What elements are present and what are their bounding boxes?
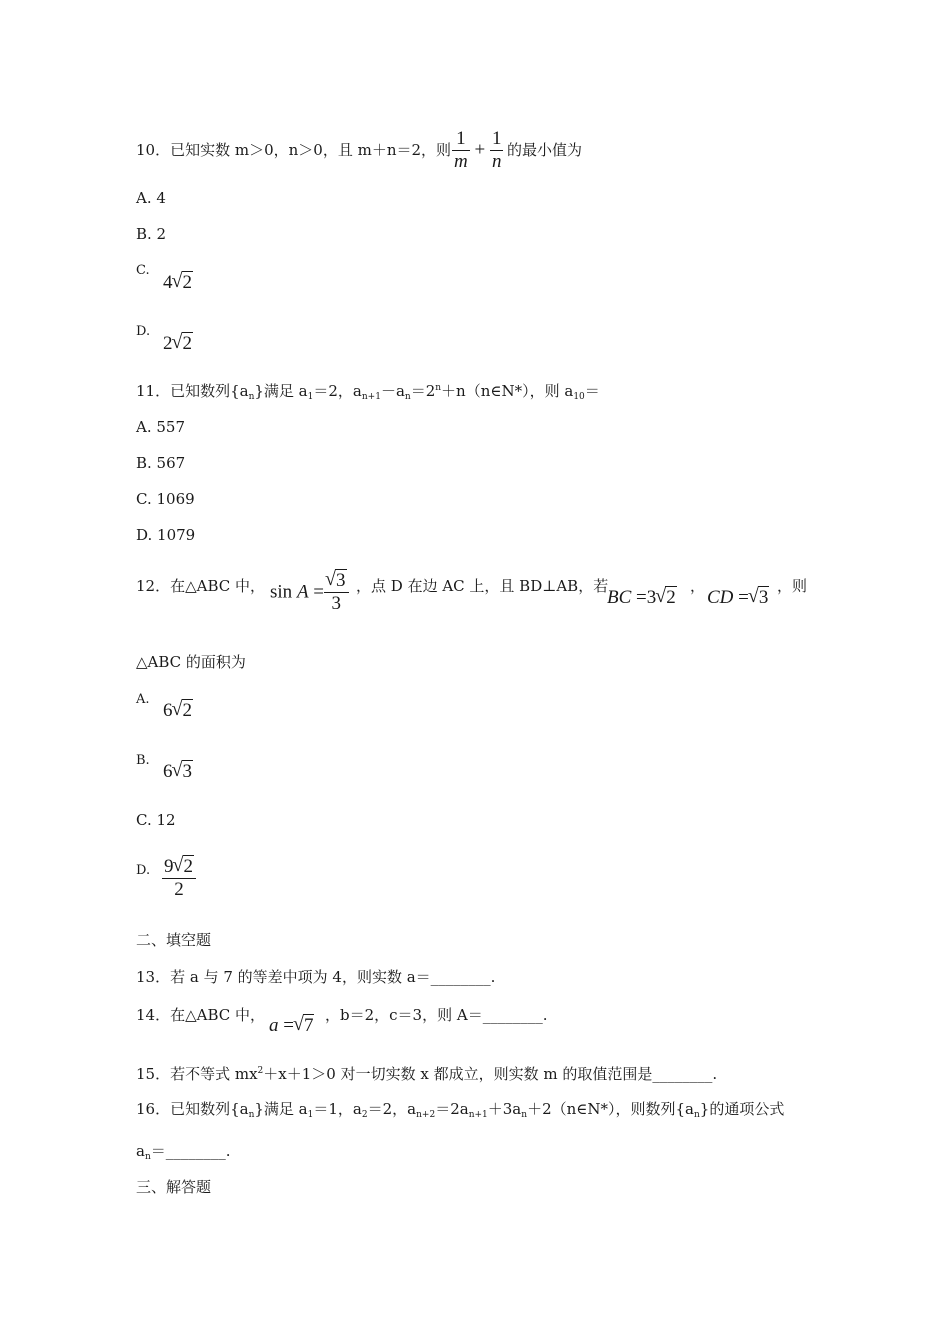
q11-s6: 10 [573,392,585,402]
q12-sin-text: sin [270,581,293,603]
q10-option-d-sqrt [173,333,194,355]
q12-cd-sqrt [749,587,770,609]
q16-t5: ＝2a [435,1100,469,1118]
q10-option-c-rad: 2 [182,272,192,293]
q16-l2-b: ＝________. [150,1142,231,1160]
q10-option-d-label: D. [136,324,151,339]
q11-t4: －a [380,382,405,400]
q12-bc-rad: 2 [666,587,676,608]
section-fill-in-heading: 二、填空题 [136,931,212,949]
section-solution-heading: 三、解答题 [136,1178,212,1196]
q11-t3: ＝2，a [313,382,362,400]
q12-sin-frac-den: 3 [324,592,349,615]
q12-option-a-label: A. [136,692,150,707]
q14-sqrt [294,1015,315,1037]
q10-option-c-value [163,272,193,294]
q12-sin-rad: 3 [336,570,346,591]
q10-stem-end: 的最小值为 [507,141,583,159]
q10-option-d-coef: 2 [163,333,173,354]
q12-bc-eq: =3 [631,587,657,608]
q12-option-a-rad: 2 [182,700,192,721]
q12-option-d-den: 2 [162,878,196,901]
q10-stem-text: 10．已知实数 m＞0，n＞0，且 m＋n＝2，则 [136,141,452,159]
q11-s2: 1 [307,392,314,402]
q15-stem [136,1067,717,1082]
q12-sin-frac-num [324,570,349,592]
q12-option-d-frac [162,856,196,901]
q16-s1: n [248,1110,255,1120]
q16-t3: ＝1，a [313,1100,362,1118]
q11-t6: ＋n（n∈N*），则 a [441,382,574,400]
q12-option-a-coef: 6 [163,700,173,721]
q12-cd-eq: = [733,587,749,608]
q16-l2-sub: n [144,1152,151,1162]
q16-s7: n [693,1110,700,1120]
q16-t1: 16．已知数列{a [136,1100,249,1118]
q14-stem-start: 14．在△ABC 中， [136,1006,266,1024]
q10-option-d-value [163,333,193,355]
q13-stem: 13．若 a 与 7 的等差中项为 4，则实数 a＝________. [136,968,496,986]
q12-option-d-rad: 2 [183,856,193,877]
q16-l2-a: a [136,1142,145,1160]
q12-option-b-value [163,761,193,783]
q12-option-c: C. 12 [136,811,176,829]
q16-s3: 2 [361,1110,368,1120]
q10-stem [136,143,451,158]
q11-s3: n+1 [361,392,381,402]
q14-var: a [269,1015,279,1036]
q10-option-c-sqrt [173,272,194,294]
q10-frac-2-num: 1 [491,128,502,149]
q10-frac-1-den: m [454,151,468,172]
q11-sup5: n [435,383,442,393]
q12-option-a-sqrt [173,700,194,722]
q12-option-b-coef: 6 [163,761,173,782]
q12-option-b-label: B. [136,753,150,768]
q16-s6: n [521,1110,528,1120]
q10-expression [452,128,503,173]
q11-option-b: B. 567 [136,454,186,472]
q16-s4: n+2 [416,1110,436,1120]
q12-sin-var: A [296,581,309,603]
q15-sup: 2 [257,1066,264,1076]
q11-s1: n [248,392,255,402]
q12-stem-start: 12．在△ABC 中， [136,577,266,595]
q15-t1: 15．若不等式 mx [136,1065,258,1083]
q16-s2: 1 [307,1110,314,1120]
q11-option-a: A. 557 [136,418,185,436]
q12-bc-expression [607,587,677,609]
q12-bc-var: BC [607,587,632,608]
q12-sin-expression [270,570,349,615]
q10-option-c-label: C. [136,263,150,278]
q12-option-d-label: D. [136,863,151,878]
q16-t7: ＋2（n∈N*），则数列{a [527,1100,694,1118]
q12-cd-rad: 3 [758,587,769,608]
q16-answer-line [136,1144,231,1162]
q14-stem-end: ，b＝2，c＝3，则 A＝________. [325,1006,548,1024]
q10-frac-1-num: 1 [456,128,466,149]
q10-option-c-coef: 4 [163,272,173,293]
q12-option-b-sqrt [173,761,194,783]
q12-sin-eq: = [308,581,325,603]
q14-eq: = [278,1015,294,1036]
q12-stem-line2: △ABC 的面积为 [136,653,246,671]
q12-stem-mid: ，点 D 在边 AC 上，且 BD⊥AB，若 [356,577,609,595]
q12-sin-sqrt [326,570,347,592]
q11-stem [136,384,600,402]
q11-t2: }满足 a [254,382,308,400]
q15-t2: ＋x＋1＞0 对一切实数 x 都成立，则实数 m 的取值范围是________. [263,1065,718,1083]
q12-option-d-value [162,856,196,901]
q12-option-d-coef: 9 [164,856,174,877]
q12-option-a-value [163,700,193,722]
q10-option-b: B. 2 [136,225,167,243]
q16-s5: n+1 [468,1110,488,1120]
q10-frac-2-den: n [491,151,502,172]
q12-comma: ， [690,577,706,595]
q16-t8: }的通项公式 [699,1100,785,1118]
q11-s4: n [404,392,411,402]
q11-option-c: C. 1069 [136,490,195,508]
q12-option-d-sqrt [174,856,195,878]
q11-t5: ＝2 [410,382,436,400]
q16-t6: ＋3a [487,1100,522,1118]
q12-option-b-rad: 3 [182,761,192,782]
q12-option-d-num [162,856,196,878]
q12-stem-end: ，则 [777,577,808,595]
q12-sin-frac [324,570,349,615]
q10-option-d-rad: 2 [182,333,192,354]
q10-plus: + [474,139,486,161]
q16-t2: }满足 a [254,1100,308,1118]
q12-cd-expression [707,587,769,609]
q12-bc-sqrt [656,587,677,609]
q16-t4: ＝2，a [367,1100,417,1118]
q11-option-d: D. 1079 [136,526,196,544]
q11-t1: 11．已知数列{a [136,382,249,400]
q16-stem [136,1102,784,1120]
q10-frac-1 [452,128,470,173]
q14-expression [269,1015,314,1037]
q10-frac-2 [490,128,504,173]
q14-rad: 7 [303,1015,314,1036]
q12-cd-var: CD [707,587,734,608]
q10-option-a: A. 4 [136,189,166,207]
q11-t7: ＝ [584,382,600,400]
